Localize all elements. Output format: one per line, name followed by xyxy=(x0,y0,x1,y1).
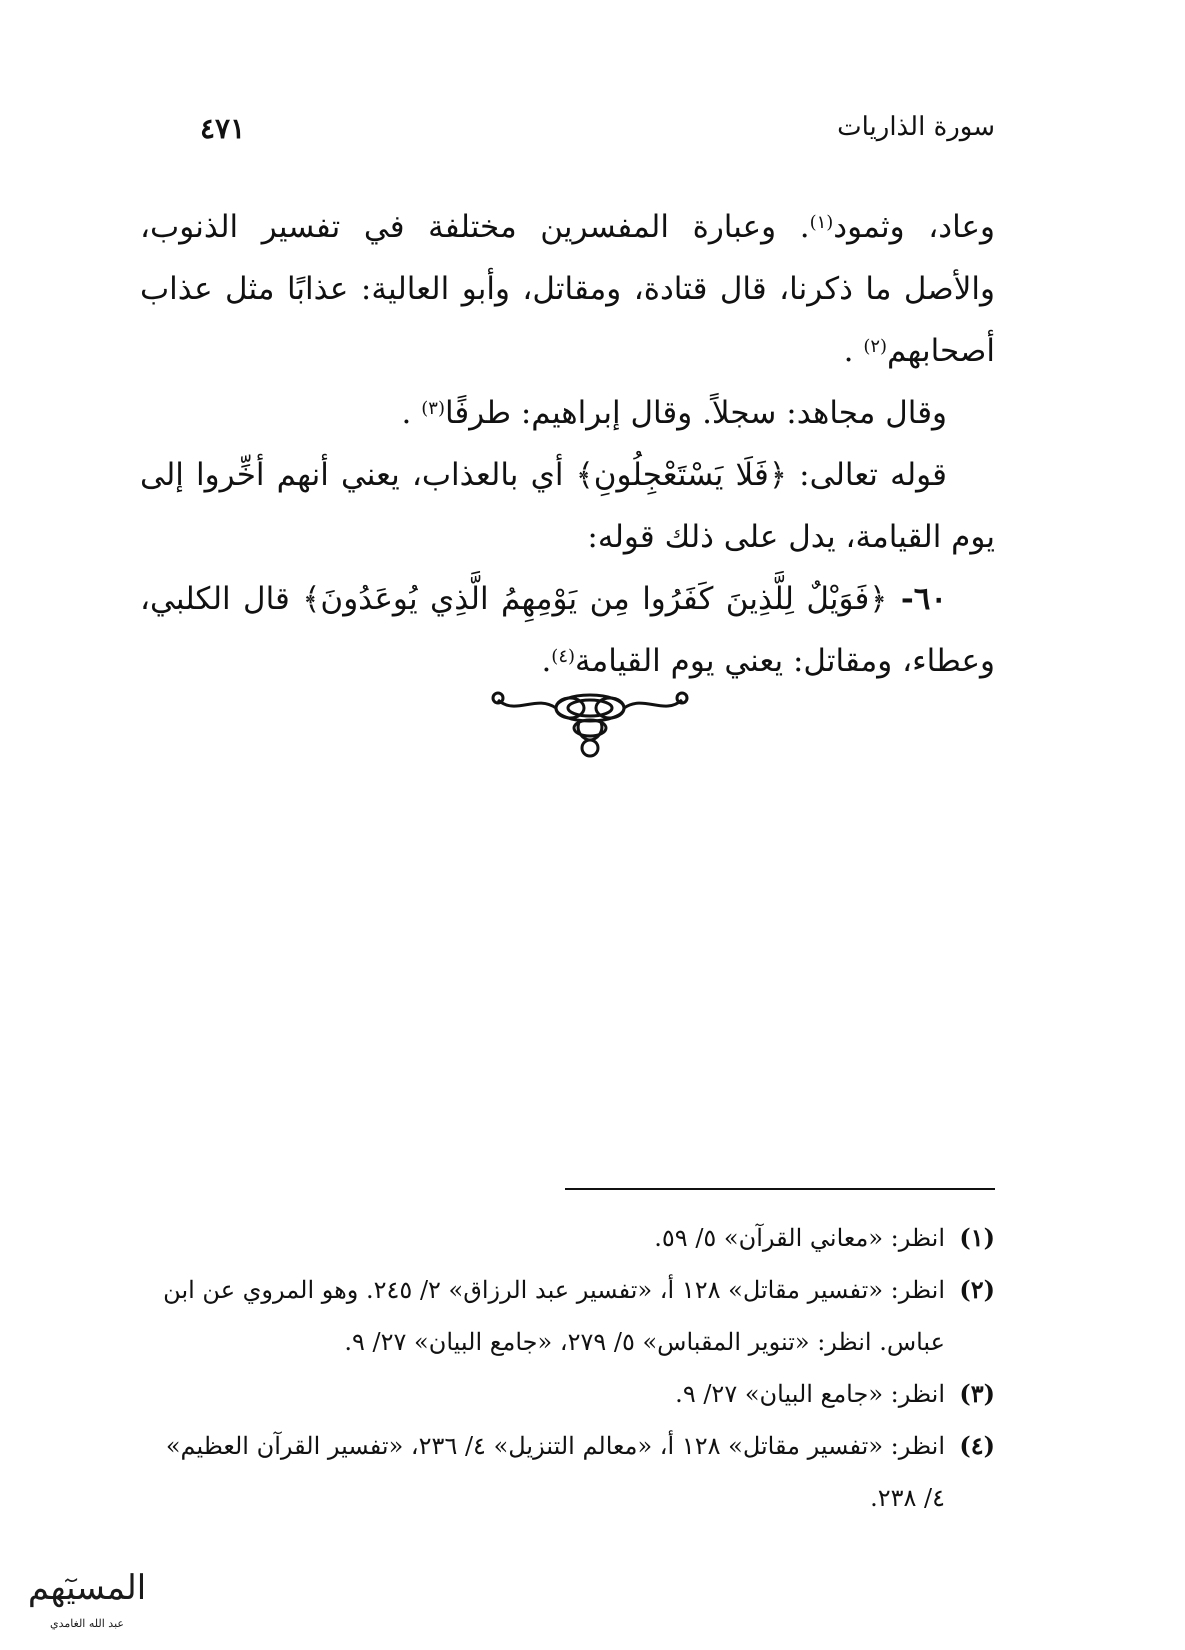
footnote-3 xyxy=(140,1368,995,1420)
main-text xyxy=(140,196,995,692)
footnote-number: (٤) xyxy=(959,1431,995,1460)
footnotes-section xyxy=(140,1212,995,1524)
paragraph-3: قوله تعالى: ﴿فَلَا يَسْتَعْجِلُونِ﴾ أي بالعذاب، يعني أنهم أخِّروا إلى يوم القيامة، يدل على ذلك قوله: xyxy=(140,457,995,555)
paragraph-4: ٦٠- ﴿فَوَيْلٌ لِلَّذِينَ كَفَرُوا مِن يَوْمِهِمُ الَّذِي يُوعَدُونَ﴾ قال الكلبي، وعطاء، ومقاتل: يعني يوم القيامة$^{(٤)}$. xyxy=(140,581,995,679)
footnote-text: انظر: «تفسير مقاتل» ١٢٨ أ، «معالم التنزيل» ٤/ ٢٣٦، «تفسير القرآن العظيم» ٤/ ٢٣٨. xyxy=(165,1432,945,1512)
quran-verse-1: ﴿فَلَا يَسْتَعْجِلُونِ﴾ xyxy=(575,457,788,493)
surah-title: سورة الذاريات xyxy=(837,112,995,142)
footnote-number: (٣) xyxy=(959,1379,995,1408)
footnote-text: انظر: «معاني القرآن» ٥/ ٥٩. xyxy=(654,1224,945,1252)
paragraph-1: وعاد، وثمود$^{(١)}$. وعبارة المفسرين مختلفة في تفسير الذنوب، والأصل ما ذكرنا، قال قتادة، ومقاتل، وأبو العالية: عذابًا مثل عذاب أصحابهم$^{(٢)}$ . xyxy=(140,209,995,369)
footnote-4 xyxy=(140,1420,995,1524)
paragraph-2: وقال مجاهد: سجلاً. وقال إبراهيم: طرفًا$^{(٣)}$ . xyxy=(401,395,947,431)
footnote-number: (٢) xyxy=(959,1275,995,1304)
footnote-1 xyxy=(140,1212,995,1264)
logo-subtext: عبد الله الغامدي xyxy=(50,1617,124,1630)
footnote-text: انظر: «تفسير مقاتل» ١٢٨ أ، «تفسير عبد الرزاق» ٢/ ٢٤٥. وهو المروي عن ابن عباس. انظر: «تنوير المقباس» ٥/ ٢٧٩، «جامع البيان» ٢٧/ ٩. xyxy=(163,1276,945,1356)
page-header xyxy=(200,112,995,152)
footnote-ref-3[interactable]: (٣) xyxy=(421,398,445,419)
footnote-divider xyxy=(565,1188,995,1190)
quran-verse-2: ﴿فَوَيْلٌ لِلَّذِينَ كَفَرُوا مِن يَوْمِهِمُ الَّذِي يُوعَدُونَ﴾ xyxy=(302,581,888,617)
verse-number: ٦٠- xyxy=(887,581,947,617)
ornament-divider-icon xyxy=(484,686,696,766)
footnote-ref-2[interactable]: (٢) xyxy=(863,336,888,357)
publisher-logo xyxy=(22,1560,152,1630)
footnote-number: (١) xyxy=(959,1223,995,1252)
footnote-ref-1[interactable]: (١) xyxy=(809,212,834,233)
logo-text: المسيٓهم xyxy=(27,1568,147,1608)
footnote-text: انظر: «جامع البيان» ٢٧/ ٩. xyxy=(675,1380,945,1408)
page-number: ٤٧١ xyxy=(200,112,246,145)
footnote-2 xyxy=(140,1264,995,1368)
footnote-ref-4[interactable]: (٤) xyxy=(551,646,576,667)
